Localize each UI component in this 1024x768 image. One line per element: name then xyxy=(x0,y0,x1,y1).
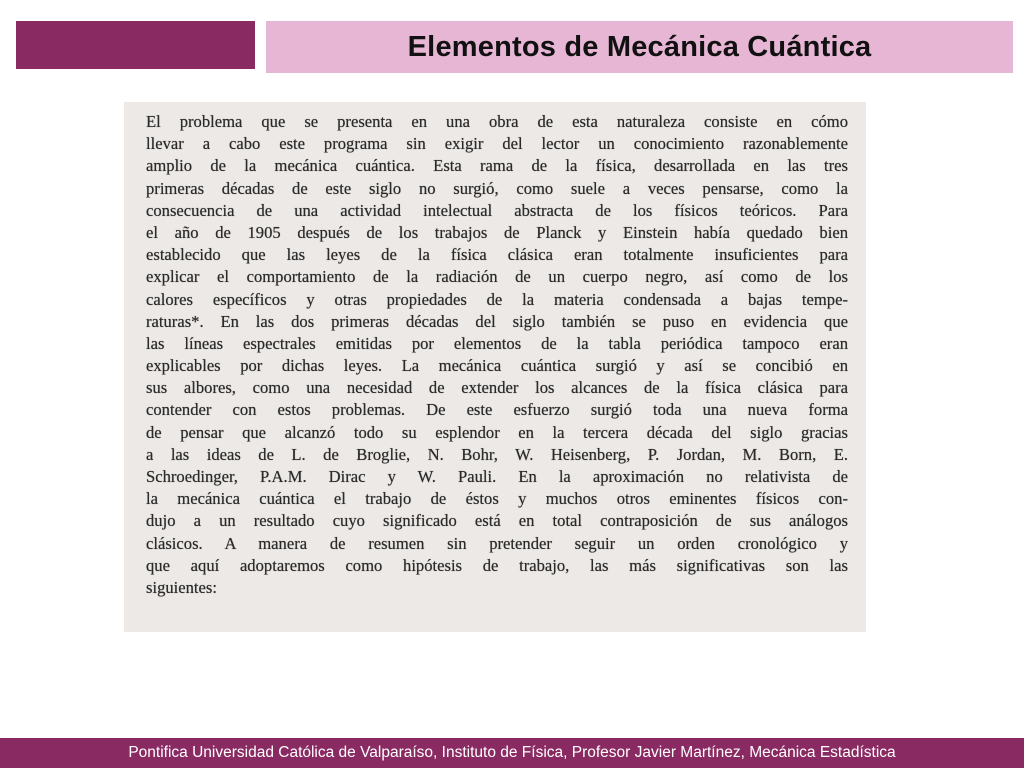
scan-line: primeras décadas de este siglo no surgió, como suele a veces pensarse, como la xyxy=(146,178,848,198)
scan-line: la mecánica cuántica el trabajo de éstos y muchos otros eminentes físicos con- xyxy=(146,489,848,509)
scan-line: explicar el comportamiento de la radiación de un cuerpo negro, así como de los xyxy=(146,267,848,287)
scan-line: explicables por dichas leyes. La mecánica cuántica surgió y así se concibió en xyxy=(146,356,848,376)
scan-line: a las ideas de L. de Broglie, N. Bohr, W. Heisenberg, P. Jordan, M. Born, E. xyxy=(146,444,848,464)
scan-line: El problema que se presenta en una obra de esta naturaleza consiste en cómo xyxy=(146,112,848,131)
scan-line: las líneas espectrales emitidas por elementos de la tabla periódica tampoco eran xyxy=(146,333,848,353)
scan-line: amplio de la mecánica cuántica. Esta rama de la física, desarrollada en las tres xyxy=(146,156,848,176)
footer-bar xyxy=(0,738,1024,768)
scan-line: dujo a un resultado cuyo significado está en total contraposición de sus análogos xyxy=(146,511,848,531)
scan-line: establecido que las leyes de la física clásica eran totalmente insuficientes para xyxy=(146,245,848,265)
scan-line: que aquí adoptaremos como hipótesis de trabajo, las más significativas son las xyxy=(146,555,848,575)
scan-line: llevar a cabo este programa sin exigir del lector un conocimiento razonablemente xyxy=(146,134,848,154)
scan-line: Schroedinger, P.A.M. Dirac y W. Pauli. En la aproximación no relativista de xyxy=(146,467,848,486)
title-bar xyxy=(266,21,1013,73)
scanned-text-image xyxy=(124,102,866,632)
slide-title: Elementos de Mecánica Cuántica xyxy=(407,30,872,63)
scan-line: contender con estos problemas. De este esfuerzo surgió toda una nueva forma xyxy=(146,400,848,420)
scan-line: de pensar que alcanzó todo su esplendor en la tercera década del siglo gracias xyxy=(146,422,848,442)
accent-block xyxy=(16,21,255,69)
scan-line: clásicos. A manera de resumen sin pretender seguir un orden cronológico y xyxy=(146,533,848,553)
scan-line: raturas*. En las dos primeras décadas del siglo también se puso en evidencia que xyxy=(146,311,848,331)
scan-line: consecuencia de una actividad intelectual abstracta de los físicos teóricos. Para xyxy=(146,200,848,220)
scan-line: siguientes: xyxy=(146,577,217,597)
footer-text: Pontifica Universidad Católica de Valparaíso, Instituto de Física, Profesor Javier Martínez, Mecánica Estadística xyxy=(128,744,896,761)
scan-line: el año de 1905 después de los trabajos de Planck y Einstein había quedado bien xyxy=(146,222,848,242)
scan-line: sus albores, como una necesidad de extender los alcances de la física clásica para xyxy=(146,378,848,398)
scan-line: calores específicos y otras propiedades de la materia condensada a bajas tempe- xyxy=(146,289,848,309)
